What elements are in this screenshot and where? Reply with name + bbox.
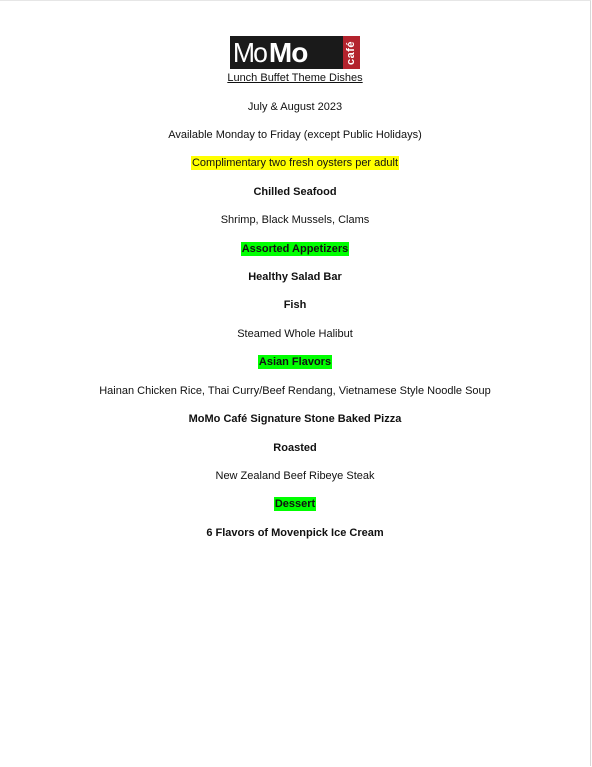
availability-note <box>0 128 590 142</box>
section-assorted-appetizers <box>0 242 590 256</box>
section-roasted-text: Roasted <box>273 442 317 454</box>
menu-title-text: Lunch Buffet Theme Dishes <box>227 72 363 84</box>
logo-cafe-tab <box>343 36 360 69</box>
chilled-seafood-items-text: Shrimp, Black Mussels, Clams <box>220 214 370 226</box>
section-signature-pizza <box>0 412 590 426</box>
fish-items <box>0 327 590 341</box>
availability-note-text: Available Monday to Friday (except Public Holidays) <box>168 129 422 141</box>
asian-flavors-items-text: Hainan Chicken Rice, Thai Curry/Beef Rendang, Vietnamese Style Noodle Soup <box>99 385 491 397</box>
section-chilled-seafood <box>0 185 590 199</box>
section-fish <box>0 298 590 312</box>
section-fish-text: Fish <box>283 299 307 311</box>
section-assorted-appetizers-text: Assorted Appetizers <box>241 243 349 255</box>
section-signature-pizza-text: MoMo Café Signature Stone Baked Pizza <box>188 413 402 425</box>
oyster-promo-text: Complimentary two fresh oysters per adult <box>191 157 399 169</box>
asian-flavors-items <box>0 384 590 398</box>
roasted-items <box>0 469 590 483</box>
oyster-promo <box>0 156 590 170</box>
section-asian-flavors-text: Asian Flavors <box>258 356 332 368</box>
menu-date-text: July & August 2023 <box>247 101 343 113</box>
section-dessert-text: Dessert <box>274 498 316 510</box>
logo-mo-bold-text: Mo <box>268 37 308 68</box>
dessert-items <box>0 526 590 540</box>
section-asian-flavors <box>0 355 590 369</box>
section-healthy-salad-bar-text: Healthy Salad Bar <box>248 271 342 283</box>
menu-date <box>0 100 590 114</box>
section-roasted <box>0 441 590 455</box>
logo-mo-light-text: Mo <box>232 37 267 68</box>
roasted-items-text: New Zealand Beef Ribeye Steak <box>215 470 375 482</box>
momo-cafe-logo <box>230 36 360 69</box>
fish-items-text: Steamed Whole Halibut <box>237 328 353 340</box>
section-dessert <box>0 497 590 511</box>
chilled-seafood-items <box>0 213 590 227</box>
menu-title <box>0 71 590 85</box>
section-healthy-salad-bar <box>0 270 590 284</box>
dessert-items-text: 6 Flavors of Movenpick Ice Cream <box>206 527 384 539</box>
logo-cafe-text: café <box>345 40 358 65</box>
section-chilled-seafood-text: Chilled Seafood <box>253 186 337 198</box>
